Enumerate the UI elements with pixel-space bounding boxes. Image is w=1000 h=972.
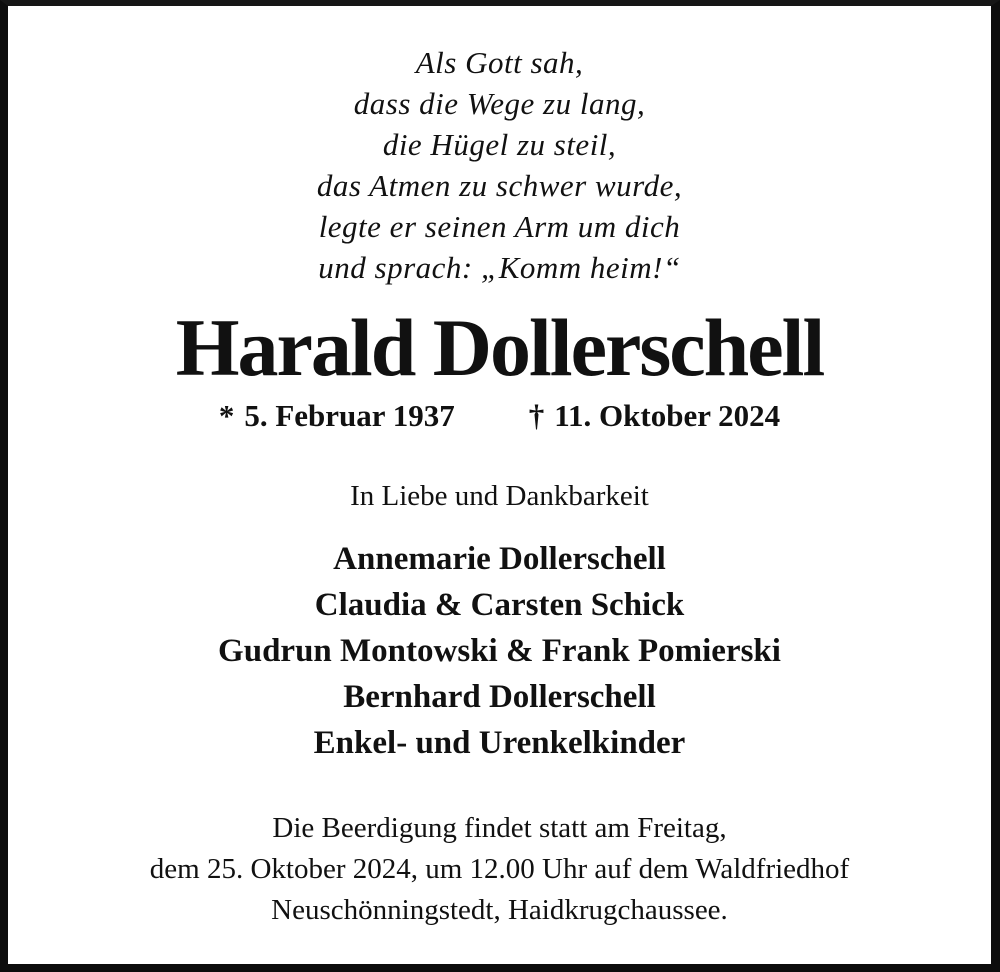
life-dates — [8, 396, 991, 436]
mourner-name: Enkel- und Urenkelkinder — [313, 724, 686, 761]
birth-date-text: 5. Februar 1937 — [244, 397, 455, 433]
death-cross-symbol: † — [528, 397, 545, 433]
funeral-line: dem 25. Oktober 2024, um 12.00 Uhr auf dem Waldfriedhof — [149, 852, 850, 885]
funeral-line: Die Beerdigung findet statt am Freitag, — [272, 811, 727, 844]
mourner-name: Annemarie Dollerschell — [333, 540, 666, 577]
mourner-name: Gudrun Montowski & Frank Pomierski — [218, 632, 781, 669]
death-date — [529, 396, 780, 436]
verse-line: legte er seinen Arm um dich — [318, 209, 681, 244]
verse-line: das Atmen zu schwer wurde, — [316, 168, 683, 203]
birth-star-symbol: * — [218, 397, 235, 433]
mourners-list — [8, 536, 991, 766]
deceased-name: Harald Dollerschell — [175, 302, 824, 393]
verse-line: und sprach: „Komm heim!“ — [318, 250, 681, 285]
dedication-line: In Liebe und Dankbarkeit — [350, 479, 649, 512]
verse-line: Als Gott sah, — [415, 45, 584, 80]
verse-line: dass die Wege zu lang, — [353, 86, 646, 121]
verse-line: die Hügel zu steil, — [382, 127, 617, 162]
funeral-line: Neuschönningstedt, Haidkrugchaussee. — [271, 893, 728, 926]
memorial-verse — [8, 42, 991, 288]
death-date-text: 11. Oktober 2024 — [554, 397, 781, 433]
mourner-name: Bernhard Dollerschell — [343, 678, 656, 715]
mourner-name: Claudia & Carsten Schick — [314, 586, 685, 623]
birth-date — [219, 396, 455, 436]
funeral-details — [8, 808, 991, 931]
